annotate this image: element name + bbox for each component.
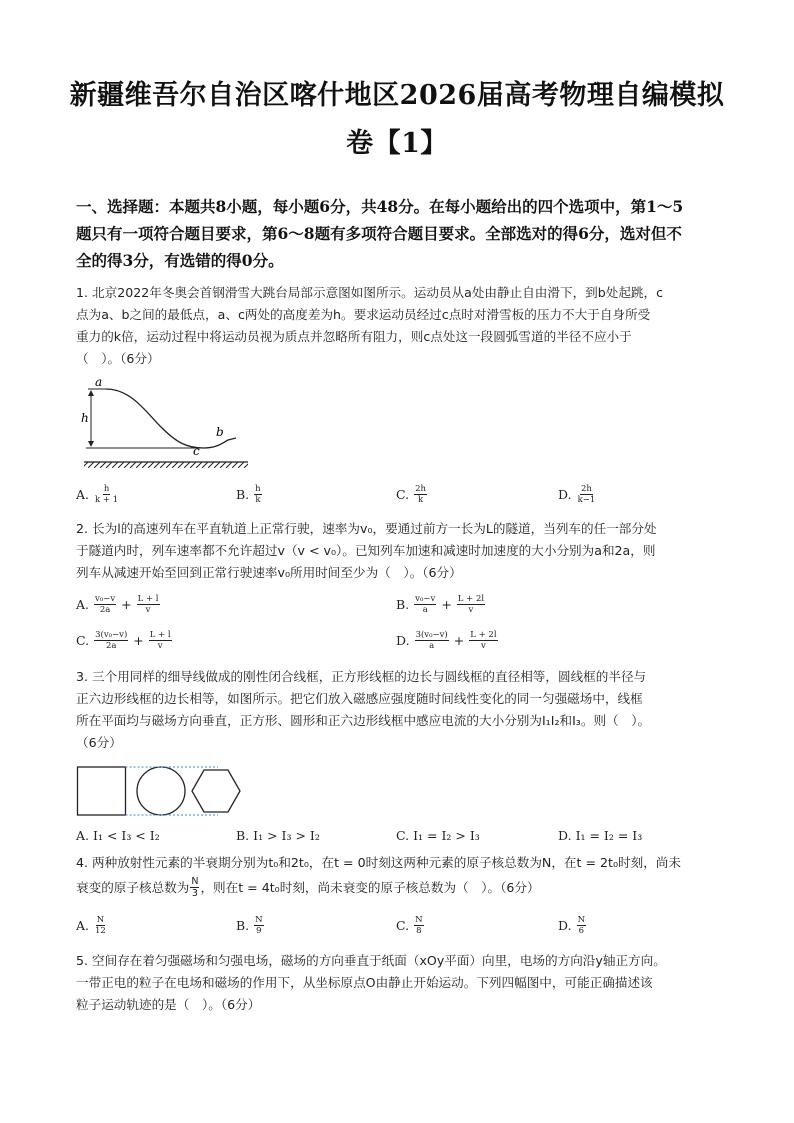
q3-option-c[interactable]: C. I₁ = I₂ > I₃ [396,828,480,843]
q2-option-a[interactable]: A. $\frac{\text{v₀−v}}{2a}$ + $\frac{L + l}{v}$ [76,594,159,615]
question-5 [76,950,730,1016]
q2-options [76,594,726,664]
section-line-2: 题只有一项符合题目要求，第6～8题有多项符合题目要求。全部选对的得6分，选对但不 [76,224,682,243]
q4-options [76,915,726,945]
title-line-1: 新疆维吾尔自治区喀什地区2026届高考物理自编模拟 [69,80,725,111]
q3-line: 正六边形线框的边长相等，如图所示。把它们放入磁感应强度随时间线性变化的同一匀强磁场中，线框 [76,691,643,706]
section-line-3: 全的得3分，有选错的得0分。 [76,251,284,270]
label-b: b [216,425,224,439]
q1-option-d[interactable]: D. $\frac{2h}{k-1}$ [558,484,596,505]
question-2 [76,518,730,584]
q3-line: 3. 三个用同样的细导线做成的刚性闭合线框，正方形线框的边长与圆线框的直径相等，圆线框的半径与 [76,669,647,684]
q2-option-c[interactable]: C. $\frac{\text{3(v₀−v)}}{2a}$ + $\frac{L + l}{v}$ [76,630,171,651]
label-c: c [193,444,200,458]
q1-option-c[interactable]: C. $\frac{2h}{k}$ [396,484,426,505]
q1-line: 点为a、b之间的最低点，a、c两处的高度差为h。要求运动员经过c点时对滑雪板的压力不大于自身所受 [76,307,651,322]
q5-line: 5. 空间存在着匀强磁场和匀强电场，磁场的方向垂直于纸面（xOy平面）向里，电场的方向沿y轴正方向。 [76,953,666,968]
q3-line: 所在平面均与磁场方向垂直，正方形、圆形和正六边形线框中感应电流的大小分别为I₁I₂和I₃。则（ ）。 [76,713,651,728]
q3-option-b[interactable]: B. I₁ > I₃ > I₂ [236,828,320,843]
q4-option-d[interactable]: D. $\frac{N}{6}$ [558,915,585,936]
q1-line: 1. 北京2022年冬奥会首钢滑雪大跳台局部示意图如图所示。运动员从a处由静止自由滑下，到b处起跳，c [76,285,664,300]
q2-line: 于隧道内时，列车速率都不允许超过v（v < v₀）。已知列车加速和减速时加速度的大小分别为a和2a，则 [76,543,656,558]
q5-line: 粒子运动轨迹的是（ ）。（6分） [76,997,261,1012]
label-h: h [81,411,89,425]
label-a: a [95,375,103,389]
circle-frame [137,767,185,815]
square-frame [78,767,126,815]
question-4 [76,852,730,899]
q3-options [76,828,726,848]
section-line-1: 一、选择题：本题共8小题，每小题6分，共48分。在每小题给出的四个选项中，第1～5 [76,197,684,216]
q1-option-a[interactable]: A. $\frac{h}{k + 1}$ [76,484,119,505]
question-3 [76,666,730,754]
q1-options [76,484,726,514]
q3-line: （6分） [76,735,122,750]
section-instructions [76,193,726,274]
question-1 [76,282,730,370]
q2-line: 2. 长为l的高速列车在平直轨道上正常行驶，速率为v₀，要通过前方一长为L的隧道，当列车的任一部分处 [76,521,657,536]
slope-curve [106,389,236,448]
q4-option-a[interactable]: A. $\frac{N}{12}$ [76,915,106,936]
q1-line: （ ）。（6分） [76,351,160,366]
q3-option-d[interactable]: D. I₁ = I₂ = I₃ [558,828,643,843]
q2-option-b[interactable]: B. $\frac{\text{v₀−v}}{a}$ + $\frac{L + 2l}{v}$ [396,594,485,615]
q4-line: 衰变的原子核总数为 $\frac{N}{3}$ ，则在t = 4t₀时刻，尚未衰变的原子核总数为（ ）。（6分） [76,876,540,899]
page-title [60,72,734,168]
q1-line: 重力的k倍，运动过程中将运动员视为质点并忽略所有阻力，则c点处这一段圆弧雪道的半径不应小于 [76,329,632,344]
ski-slope-figure [76,372,252,472]
q3-option-a[interactable]: A. I₁ < I₃ < I₂ [76,828,160,843]
three-frames-figure [76,764,242,818]
hexagon-frame [192,770,240,812]
title-line-2: 卷【1】 [346,128,448,159]
q5-line: 一带正电的粒子在电场和磁场的作用下，从坐标原点O由静止开始运动。下列四幅图中，可能正确描述该 [76,975,653,990]
q4-line: 4. 两种放射性元素的半衰期分别为t₀和2t₀，在t = 0时刻这两种元素的原子核总数为N，在t = 2t₀时刻，尚未 [76,855,681,870]
q1-option-b[interactable]: B. $\frac{h}{k}$ [236,484,261,505]
q2-line: 列车从减速开始至回到正常行驶速率v₀所用时间至少为（ ）。（6分） [76,565,462,580]
ground-hatch [84,462,248,468]
q2-option-d[interactable]: D. $\frac{\text{3(v₀−v)}}{a}$ + $\frac{L + 2l}{v}$ [396,630,497,651]
q4-option-c[interactable]: C. $\frac{N}{8}$ [396,915,423,936]
q4-option-b[interactable]: B. $\frac{N}{9}$ [236,915,263,936]
